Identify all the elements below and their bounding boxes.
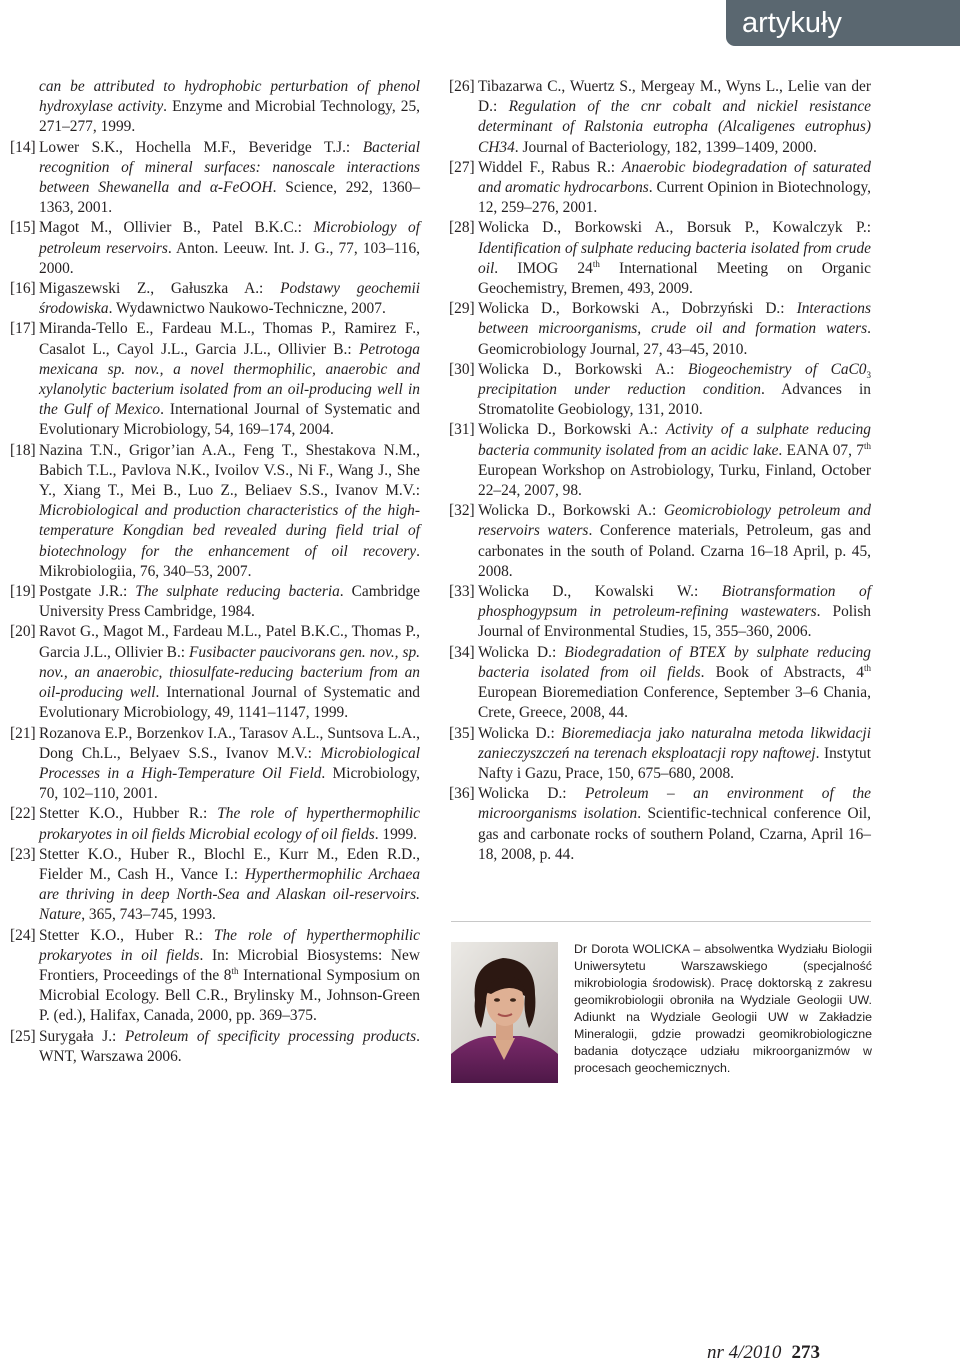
reference-text: . Book of Abstracts, 4 xyxy=(700,663,864,681)
reference-text: . Instytut Nafty i Gazu, Prace, 150, 675–680, 2008. xyxy=(478,744,871,782)
reference-text: Stetter K.O., Huber R., Blochl E., Kurr M., Eden R.D., Fielder M., Cash H., Vance I.: xyxy=(39,845,420,883)
reference-title-text: Identification of sulphate reducing bacteria isolated from crude oil xyxy=(478,239,871,277)
reference-text: Wolicka D., Borkowski A.: xyxy=(478,360,688,378)
reference-title-text: Geomicrobiology petroleum and reservoirs waters xyxy=(478,502,871,540)
reference-entry xyxy=(449,360,871,421)
reference-text: Wolicka D., Kowalski W.: xyxy=(478,583,722,601)
reference-text: . Microbiology, 70, 102–110, 2001. xyxy=(39,764,420,803)
reference-text: . Enzyme and Microbial Technology, 25, 271–277, 1999. xyxy=(39,98,420,136)
reference-number: [22] xyxy=(10,805,36,823)
reference-text: Wolicka D., Borkowski A., Dobrzyński D.: xyxy=(478,300,797,318)
reference-number: [28] xyxy=(449,219,475,237)
reference-text: . Polish Journal of Environmental Studies, 15, 355–360, 2006. xyxy=(478,603,872,641)
reference-text: Wolicka D., Borkowski A.: xyxy=(478,421,666,439)
page-number: 273 xyxy=(791,1342,820,1363)
reference-text: . WNT, Warszawa 2006. xyxy=(39,1027,420,1065)
reference-text: Lower S.K., Hochella M.F., Beveridge T.J.: xyxy=(39,138,363,156)
reference-title-text: Petroleum of specificity processing products xyxy=(124,1027,417,1045)
reference-number: [36] xyxy=(449,785,475,803)
reference-title-text: Podstawy geochemii środowiska xyxy=(39,280,420,318)
reference-text: Wolicka D.: xyxy=(478,785,586,803)
reference-text: Ravot G., Magot M., Fardeau M.L., Patel B.K.C., Thomas P., Garcia J.L., Ollivier B.: xyxy=(39,623,420,661)
reference-text: Rozanova E.P., Borzenkov I.A., Tarasov A.L., Suntsova L.A., Dong Ch.L., Belyaev S.S., Ivanov M.V.: xyxy=(39,724,420,762)
reference-text: . Current Opinion in Biotechnology, 12, 259–276, 2001. xyxy=(478,179,871,217)
reference-number: [18] xyxy=(10,441,36,459)
reference-entry xyxy=(10,279,420,319)
reference-entry xyxy=(10,845,420,926)
reference-text: th xyxy=(592,258,600,269)
reference-text: Widdel F., Rabus R.: xyxy=(478,158,622,176)
reference-number: [17] xyxy=(10,320,36,338)
reference-number: [14] xyxy=(10,138,36,156)
reference-title-text: Bacterial recognition of mineral surfaces: nanoscale interactions between Shewanella and α-FeOOH xyxy=(39,138,420,197)
reference-number: [29] xyxy=(449,300,475,318)
reference-entry xyxy=(10,1027,420,1067)
reference-text: . Anton. Leeuw. Int. J. G., 77, 103–116, 2000. xyxy=(39,239,420,277)
reference-text: . EANA 07, 7 xyxy=(778,441,864,459)
reference-title-text: Anaerobic biodegradation of saturated and aromatic hydrocarbons xyxy=(478,158,871,197)
page-footer xyxy=(707,1340,820,1366)
reference-number: [25] xyxy=(10,1027,36,1045)
reference-text: . Conference materials, Petroleum, gas and carbonates in the south of Poland. Czarna 16–18 April, p. 45, 2008. xyxy=(478,522,871,580)
reference-number: [30] xyxy=(449,360,475,378)
reference-entry xyxy=(10,441,420,582)
reference-text: Tibazarwa C., Wuertz S., Mergeay M., Wyns L., Lelie van der D.: xyxy=(478,78,871,116)
reference-text: Wolicka D., Borkowski A.: xyxy=(478,502,664,520)
reference-text: International Symposium on Microbial Ecology. Bell C.R., Brylinsky M., Johnson-Green P. (ed.), Halifax, Canada, 2000, pp. 369–375. xyxy=(39,966,420,1025)
reference-number: [19] xyxy=(10,583,36,601)
reference-text: . International Journal of Systematic and Evolutionary Microbiology, 49, 1141–1147, 1999. xyxy=(39,684,420,722)
reference-number: [27] xyxy=(449,158,475,176)
reference-number: [15] xyxy=(10,219,36,237)
reference-text: . Science, 292, 1360–1363, 2001. xyxy=(39,179,420,217)
reference-number: [33] xyxy=(449,583,475,601)
reference-entry xyxy=(449,784,871,865)
reference-text: . Mikrobiologiia, 76, 340–53, 2007. xyxy=(39,542,420,580)
reference-number: [32] xyxy=(449,502,475,520)
reference-text: . International Journal of Systematic and Evolutionary Microbiology, 54, 169–174, 2004. xyxy=(39,401,420,439)
reference-text: . Wydawnictwo Naukowo-Techniczne, 2007. xyxy=(108,300,386,318)
reference-title-text: can be attributed to hydrophobic perturbation of phenol hydroxylase activity xyxy=(39,78,420,116)
reference-text: International Meeting on Organic Geochemistry, Bremen, 493, 2009. xyxy=(478,259,871,298)
reference-title-text: Hyperthermophilic Archaea are thriving in deep North-Sea and Alaskan oil-reservoirs. Nature xyxy=(39,865,421,924)
reference-text: , 365, 743–745, 1993. xyxy=(81,906,216,924)
reference-title-text: The sulphate reducing bacteria xyxy=(135,583,340,601)
section-tag: artykuły xyxy=(726,0,960,46)
reference-title-text: Microbiological and production characteristics of the high-temperature Kongdian bed revealed during field trial of biotechnology for the enhancement of oil recovery xyxy=(39,502,420,560)
reference-entry xyxy=(10,622,420,723)
reference-title-text: Microbiological Processes in a High-Temperature Oil Field xyxy=(39,744,420,782)
reference-text: Miranda-Tello E., Fardeau M.L., Thomas P., Ramirez F., Casalot L., Cayol J.L., Garcia J.L., Ollivier B.: xyxy=(39,320,420,358)
reference-number: [31] xyxy=(449,421,475,439)
reference-entry xyxy=(10,724,420,805)
reference-text: Stetter K.O., Huber R.: xyxy=(39,926,214,944)
reference-title-text: Biotransformation of phosphogypsum in petroleum-refining wastewaters xyxy=(478,583,871,621)
reference-title-text: Fusibacter paucivorans gen. nov., sp. nov., an anaerobic, thiosulfate-reducing bacterium from an oil-producing well xyxy=(39,643,420,702)
reference-entry xyxy=(10,138,420,219)
reference-entry xyxy=(449,77,871,158)
reference-text: Migaszewski Z., Gałuszka A.: xyxy=(39,280,281,298)
reference-text: European Workshop on Astrobiology, Turku, Finland, October 22–24, 2007, 98. xyxy=(478,461,871,500)
reference-title-text: Activity of a sulphate reducing bacteria community isolated from an acidic lake xyxy=(478,421,871,459)
reference-number: [26] xyxy=(449,78,475,95)
reference-entry xyxy=(449,724,871,785)
reference-text: . 1999. xyxy=(374,825,418,843)
reference-text: th xyxy=(864,662,872,673)
reference-title-text: precipitation under reduction condition xyxy=(478,381,761,399)
reference-text: . Geomicrobiology Journal, 27, 43–45, 2010. xyxy=(478,320,871,358)
reference-entry xyxy=(449,582,871,643)
reference-text: Stetter K.O., Hubber R.: xyxy=(39,805,218,823)
reference-number: [16] xyxy=(10,280,36,298)
reference-text: . In: Microbial Biosystems: New Frontiers, Proceedings of the 8 xyxy=(39,946,420,984)
reference-number: [23] xyxy=(10,845,36,863)
reference-text: Postgate J.R.: xyxy=(39,583,136,601)
reference-entry xyxy=(449,643,871,724)
issue-number: nr 4/2010 xyxy=(707,1342,782,1363)
reference-text: . Cambridge University Press Cambridge, 1984. xyxy=(39,583,420,621)
reference-title-text: Interactions between microorganisms, crude oil and formation waters xyxy=(478,300,871,338)
reference-entry xyxy=(449,501,871,582)
reference-entry xyxy=(449,218,871,299)
reference-number: [35] xyxy=(449,724,475,742)
reference-entry xyxy=(10,804,420,844)
reference-entry xyxy=(10,319,420,440)
reference-text: th xyxy=(863,440,871,451)
reference-text: Magot M., Ollivier B., Patel B.K.C.: xyxy=(39,219,314,237)
reference-text: . Advances in Stromatolite Geobiology, 131, 2010. xyxy=(478,381,871,419)
reference-title-text: Biogeochemistry of CaC0 xyxy=(688,360,867,378)
reference-title-text: Microbiology of petroleum reservoirs xyxy=(39,219,421,257)
reference-text: European Bioremediation Conference, September 3–6 Chania, Crete, Greece, 2008, 44. xyxy=(478,684,871,722)
reference-entry xyxy=(449,158,871,219)
author-box-divider xyxy=(451,921,871,922)
reference-text: Surygała J.: xyxy=(39,1027,125,1045)
reference-number: [20] xyxy=(10,623,36,641)
reference-number: [34] xyxy=(449,643,475,661)
references-left-column xyxy=(10,77,420,1067)
reference-entry xyxy=(10,926,420,1027)
reference-text: . Scientific-technical conference Oil, gas and carbonate rocks of southern Poland, Czarna, April 16–18, 2008, p. 44. xyxy=(478,805,871,863)
reference-entry xyxy=(10,582,420,622)
reference-entry xyxy=(10,77,420,138)
reference-title-text: Petrotoga mexicana sp. nov., a novel thermophilic, anaerobic and xylanolytic bacterium isolated from an oil-producing well in the Gulf of Mexico xyxy=(39,340,420,419)
reference-text: th xyxy=(231,965,239,976)
reference-entry xyxy=(10,218,420,279)
author-photo xyxy=(451,942,558,1083)
reference-text: . IMOG 24 xyxy=(494,259,593,277)
references-right-column xyxy=(449,77,871,865)
reference-title-text: The role of hyperthermophilic prokaryotes in oil fields Microbial ecology of oil fields xyxy=(39,805,421,843)
reference-title-text: Bioremediacja jako naturalna metoda likwidacji zanieczyszczeń na terenach eksploatacji ropy naftowej xyxy=(478,724,871,762)
reference-text: Wolicka D.: xyxy=(478,724,562,742)
reference-entry xyxy=(449,420,871,501)
reference-text: Nazina T.N., Grigor’ian A.A., Feng T., Shestakova N.M., Babich T.L., Pavlova N.K., Ivoilov V.S., Ni F., Wang J., She Y., Xiang T., Mei B., Luo Z., Beliaev S.S., Ivanov M.V.: xyxy=(39,441,420,500)
author-bio: Dr Dorota WOLICKA – absolwentka Wydziału Biologii Uniwersytetu Warszawskiego (specjalność mikrobiologia środowisk). Pracę doktorską z zakresu geomikrobiologii obroniła na Wydziale Geologii UW. Adiunkt na Wydziale Geologii UW w Zakładzie Mineralogii, gdzie prowadzi geomikrobiologiczne badania dotyczące udziału mikroorganizmów w procesach geochemicznych. xyxy=(574,942,872,1075)
reference-title-text: Regulation of the cnr cobalt and nickiel resistance determinant of Ralstonia eutropha (Alcaligenes eutrophus) CH34 xyxy=(478,98,871,156)
reference-text: Wolicka D., Borkowski A., Borsuk P., Kowalczyk P.: xyxy=(478,219,871,237)
reference-title-text: The role of hyperthermophilic prokaryotes in oil fields xyxy=(39,926,420,964)
reference-entry xyxy=(449,299,871,360)
reference-text: Wolicka D.: xyxy=(478,643,565,661)
reference-text: 3 xyxy=(866,369,871,380)
reference-title-text: Biodegradation of BTEX by sulphate reducing bacteria isolated from oil fields xyxy=(478,643,871,681)
reference-number: [24] xyxy=(10,926,36,944)
reference-text: . Journal of Bacteriology, 182, 1399–1409, 2000. xyxy=(514,138,817,156)
reference-number: [21] xyxy=(10,724,36,742)
reference-title-text: Petroleum – an environment of the microorganisms isolation xyxy=(478,785,871,823)
